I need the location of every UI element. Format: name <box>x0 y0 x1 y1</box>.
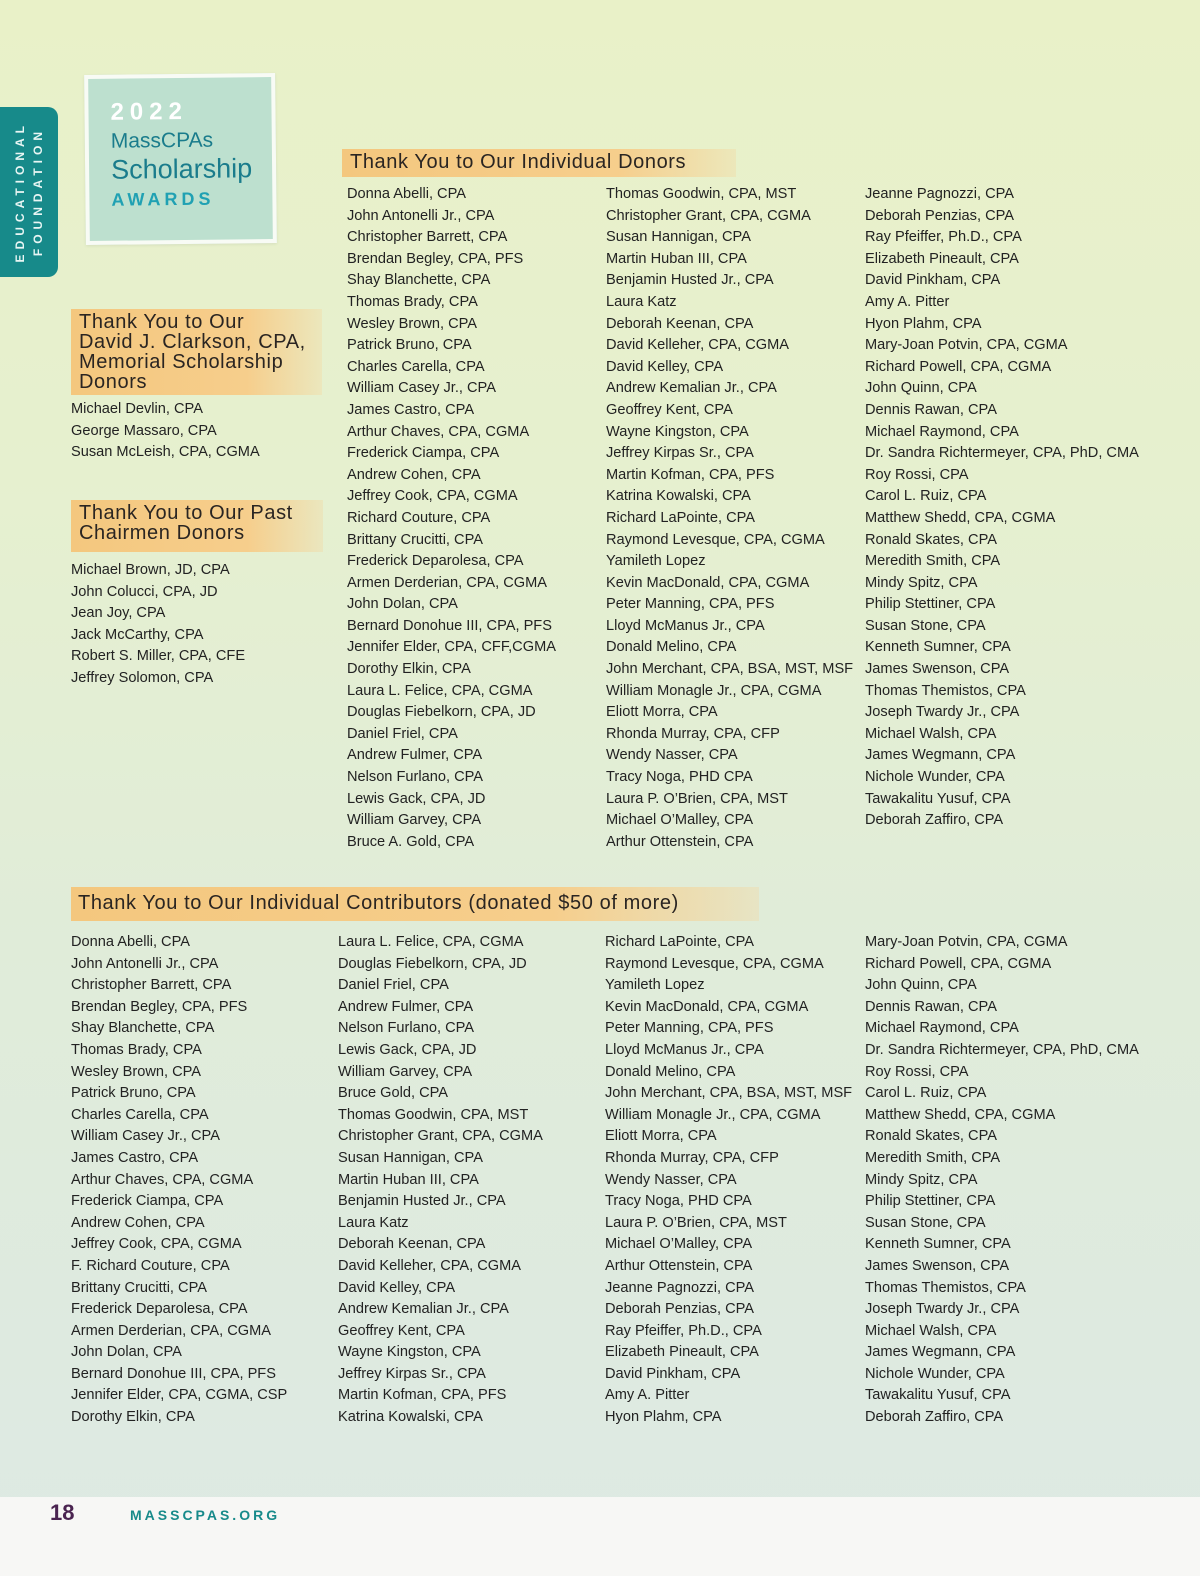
clarkson-donor-list <box>71 399 260 464</box>
name-entry: Deborah Keenan, CPA <box>338 1236 486 1253</box>
name-entry: Tawakalitu Yusuf, CPA <box>865 1387 1011 1404</box>
name-entry: Benjamin Husted Jr., CPA <box>606 272 774 289</box>
name-entry: David Kelley, CPA <box>338 1279 456 1296</box>
contributors-column <box>605 932 852 1429</box>
name-entry: John Merchant, CPA, BSA, MST, MSF <box>605 1085 853 1102</box>
name-entry: Charles Carella, CPA <box>71 1106 209 1123</box>
name-entry: John Quinn, CPA <box>865 977 977 994</box>
name-entry: Geoffrey Kent, CPA <box>606 401 733 418</box>
name-entry: Kenneth Sumner, CPA <box>865 1236 1011 1253</box>
name-entry: Brendan Begley, CPA, PFS <box>71 998 248 1015</box>
name-entry: Raymond Levesque, CPA, CGMA <box>606 531 825 548</box>
name-entry: Kenneth Sumner, CPA <box>865 639 1011 656</box>
name-entry: Arthur Chaves, CPA, CGMA <box>71 1171 254 1188</box>
name-entry: Dorothy Elkin, CPA <box>71 1409 195 1426</box>
name-entry: Peter Manning, CPA, PFS <box>605 1020 774 1037</box>
name-entry: Wesley Brown, CPA <box>347 315 478 332</box>
name-entry: William Casey Jr., CPA <box>71 1128 220 1145</box>
name-entry: Jeanne Pagnozzi, CPA <box>865 186 1015 202</box>
name-entry: John Colucci, CPA, JD <box>71 583 218 600</box>
name-entry: William Monagle Jr., CPA, CGMA <box>606 682 822 699</box>
name-entry: Philip Stettiner, CPA <box>865 1193 996 1210</box>
name-entry: Christopher Barrett, CPA <box>347 229 508 246</box>
name-entry: William Casey Jr., CPA <box>347 380 496 397</box>
contributors-column <box>338 932 543 1429</box>
name-entry: Matthew Shedd, CPA, CGMA <box>865 509 1056 526</box>
name-entry: Katrina Kowalski, CPA <box>606 488 751 505</box>
name-entry: Michael Devlin, CPA <box>71 401 203 417</box>
name-entry: Douglas Fiebelkorn, CPA, JD <box>338 955 527 972</box>
name-entry: John Quinn, CPA <box>865 380 977 397</box>
name-entry: Donna Abelli, CPA <box>71 934 190 950</box>
name-entry: Matthew Shedd, CPA, CGMA <box>865 1106 1056 1123</box>
name-entry: Frederick Ciampa, CPA <box>71 1193 224 1210</box>
name-entry: Bruce Gold, CPA <box>338 1085 449 1102</box>
name-entry: John Dolan, CPA <box>347 596 458 613</box>
name-entry: Raymond Levesque, CPA, CGMA <box>605 955 824 972</box>
name-entry: William Monagle Jr., CPA, CGMA <box>605 1106 821 1123</box>
name-entry: Roy Rossi, CPA <box>865 466 969 483</box>
award-year: 2022 <box>110 97 189 126</box>
name-entry: Thomas Brady, CPA <box>71 1041 202 1058</box>
name-entry: Yamileth Lopez <box>606 553 706 570</box>
name-entry: Geoffrey Kent, CPA <box>338 1322 465 1339</box>
name-entry: Eliott Morra, CPA <box>605 1128 717 1145</box>
name-entry: Lewis Gack, CPA, JD <box>347 790 486 807</box>
name-entry: Wendy Nasser, CPA <box>605 1171 737 1188</box>
name-entry: Patrick Bruno, CPA <box>71 1085 196 1102</box>
name-entry: Michael Brown, JD, CPA <box>71 562 230 578</box>
name-entry: David Pinkham, CPA <box>605 1365 741 1382</box>
name-entry: Dennis Rawan, CPA <box>865 401 997 418</box>
name-entry: Frederick Deparolesa, CPA <box>347 553 524 570</box>
clarkson-heading-line: Memorial Scholarship <box>79 351 284 373</box>
name-entry: Thomas Goodwin, CPA, MST <box>606 186 797 202</box>
name-entry: William Garvey, CPA <box>347 812 482 829</box>
name-entry: Mary-Joan Potvin, CPA, CGMA <box>865 337 1068 354</box>
name-entry: Christopher Grant, CPA, CGMA <box>606 207 811 224</box>
chairmen-donor-list <box>71 560 245 690</box>
page-number: 18 <box>50 1500 75 1525</box>
name-entry: Arthur Ottenstein, CPA <box>606 833 754 850</box>
name-entry: Michael Walsh, CPA <box>865 725 997 742</box>
name-entry: Richard Couture, CPA <box>347 509 491 526</box>
name-entry: Roy Rossi, CPA <box>865 1063 969 1080</box>
name-entry: Charles Carella, CPA <box>347 358 485 375</box>
site-url[interactable]: MASSCPAS.ORG <box>130 1507 281 1523</box>
name-entry: James Wegmann, CPA <box>865 747 1016 764</box>
name-entry: Dr. Sandra Richtermeyer, CPA, PhD, CMA <box>865 1041 1139 1058</box>
name-entry: Arthur Ottenstein, CPA <box>605 1257 753 1274</box>
name-entry: Rhonda Murray, CPA, CFP <box>606 725 780 742</box>
clarkson-heading-line: Thank You to Our <box>79 311 245 333</box>
name-entry: Jean Joy, CPA <box>71 605 166 622</box>
name-entry: Eliott Morra, CPA <box>606 704 718 721</box>
award-title: Scholarship <box>110 153 253 185</box>
name-entry: Jack McCarthy, CPA <box>71 626 204 643</box>
name-entry: Andrew Kemalian Jr., CPA <box>338 1301 509 1318</box>
name-entry: Laura P. O’Brien, CPA, MST <box>606 790 788 807</box>
name-entry: Martin Huban III, CPA <box>606 250 747 267</box>
name-entry: Nichole Wunder, CPA <box>865 1365 1005 1382</box>
name-entry: Michael Raymond, CPA <box>865 423 1019 440</box>
name-entry: James Swenson, CPA <box>865 661 1010 678</box>
name-entry: Donald Melino, CPA <box>606 639 737 656</box>
name-entry: Ronald Skates, CPA <box>865 1128 997 1145</box>
name-entry: Jeanne Pagnozzi, CPA <box>605 1279 755 1296</box>
award-org: MassCPAs <box>110 128 214 153</box>
name-entry: Meredith Smith, CPA <box>865 1149 1001 1166</box>
name-entry: Martin Kofman, CPA, PFS <box>338 1387 507 1404</box>
name-entry: Amy A. Pitter <box>865 293 950 310</box>
name-entry: F. Richard Couture, CPA <box>71 1257 230 1274</box>
contributors-column <box>865 932 1139 1429</box>
name-entry: Robert S. Miller, CPA, CFE <box>71 648 246 665</box>
name-entry: Andrew Kemalian Jr., CPA <box>606 380 777 397</box>
name-entry: James Castro, CPA <box>71 1149 199 1166</box>
name-entry: Brittany Crucitti, CPA <box>347 531 483 548</box>
name-entry: Ray Pfeiffer, Ph.D., CPA <box>605 1322 762 1339</box>
contributors-heading: Thank You to Our Individual Contributors (donated $50 of more) <box>71 887 759 921</box>
name-entry: Bernard Donohue III, CPA, PFS <box>71 1365 276 1382</box>
name-entry: Christopher Grant, CPA, CGMA <box>338 1128 543 1145</box>
name-entry: Donald Melino, CPA <box>605 1063 736 1080</box>
side-tab-line-1: EDUCATIONAL <box>13 121 27 263</box>
name-entry: Richard LaPointe, CPA <box>605 934 754 950</box>
side-tab-line-2: FOUNDATION <box>31 127 45 257</box>
name-entry: David Kelley, CPA <box>606 358 724 375</box>
donors-column <box>606 184 853 853</box>
name-entry: Wayne Kingston, CPA <box>606 423 749 440</box>
name-entry: Andrew Fulmer, CPA <box>338 998 474 1015</box>
name-entry: Susan Stone, CPA <box>865 1214 986 1231</box>
chairmen-heading <box>71 500 323 552</box>
name-entry: Brendan Begley, CPA, PFS <box>347 250 524 267</box>
name-entry: Mindy Spitz, CPA <box>865 1171 978 1188</box>
name-entry: Peter Manning, CPA, PFS <box>606 596 775 613</box>
name-entry: Christopher Barrett, CPA <box>71 977 232 994</box>
name-entry: Lewis Gack, CPA, JD <box>338 1041 477 1058</box>
name-entry: Thomas Brady, CPA <box>347 293 478 310</box>
name-entry: Armen Derderian, CPA, CGMA <box>71 1322 272 1339</box>
name-entry: Donna Abelli, CPA <box>347 186 466 202</box>
name-entry: Tracy Noga, PHD CPA <box>605 1193 752 1210</box>
name-entry: Shay Blanchette, CPA <box>347 272 491 289</box>
name-entry: Yamileth Lopez <box>605 977 705 994</box>
name-entry: Nelson Furlano, CPA <box>347 769 483 786</box>
name-entry: Frederick Deparolesa, CPA <box>71 1301 248 1318</box>
name-entry: Elizabeth Pineault, CPA <box>605 1344 759 1361</box>
name-entry: Martin Huban III, CPA <box>338 1171 479 1188</box>
name-entry: Andrew Cohen, CPA <box>71 1214 205 1231</box>
name-entry: Lloyd McManus Jr., CPA <box>606 617 765 634</box>
name-entry: David Pinkham, CPA <box>865 272 1001 289</box>
name-entry: Patrick Bruno, CPA <box>347 337 472 354</box>
contributors-column <box>71 932 287 1429</box>
name-entry: Deborah Penzias, CPA <box>865 207 1014 224</box>
name-entry: Richard Powell, CPA, CGMA <box>865 955 1052 972</box>
name-entry: Susan Hannigan, CPA <box>338 1149 483 1166</box>
name-entry: Deborah Zaffiro, CPA <box>865 812 1004 829</box>
name-entry: Michael Walsh, CPA <box>865 1322 997 1339</box>
name-entry: Susan McLeish, CPA, CGMA <box>71 444 260 461</box>
name-entry: Richard Powell, CPA, CGMA <box>865 358 1052 375</box>
name-entry: Hyon Plahm, CPA <box>605 1409 722 1426</box>
scholarship-awards-badge <box>84 73 277 245</box>
name-entry: Andrew Cohen, CPA <box>347 466 481 483</box>
name-entry: Richard LaPointe, CPA <box>606 509 755 526</box>
name-entry: Amy A. Pitter <box>605 1387 690 1404</box>
name-entry: Joseph Twardy Jr., CPA <box>865 704 1020 721</box>
name-entry: Mindy Spitz, CPA <box>865 574 978 591</box>
name-entry: Deborah Keenan, CPA <box>606 315 754 332</box>
name-entry: Jeffrey Kirpas Sr., CPA <box>606 445 754 462</box>
name-entry: Wesley Brown, CPA <box>71 1063 202 1080</box>
name-entry: Carol L. Ruiz, CPA <box>865 1085 987 1102</box>
name-entry: Jennifer Elder, CPA, CGMA, CSP <box>71 1387 288 1404</box>
name-entry: Philip Stettiner, CPA <box>865 596 996 613</box>
clarkson-heading-line: Donors <box>79 371 148 393</box>
name-entry: Michael O’Malley, CPA <box>606 812 754 829</box>
name-entry: Susan Stone, CPA <box>865 617 986 634</box>
name-entry: Nelson Furlano, CPA <box>338 1020 474 1037</box>
name-entry: Jennifer Elder, CPA, CFF,CGMA <box>347 639 556 656</box>
name-entry: Laura L. Felice, CPA, CGMA <box>347 682 533 699</box>
name-entry: James Swenson, CPA <box>865 1257 1010 1274</box>
name-entry: Benjamin Husted Jr., CPA <box>338 1193 506 1210</box>
name-entry: James Castro, CPA <box>347 401 475 418</box>
name-entry: Wayne Kingston, CPA <box>338 1344 481 1361</box>
name-entry: Laura P. O’Brien, CPA, MST <box>605 1214 787 1231</box>
name-entry: David Kelleher, CPA, CGMA <box>606 337 790 354</box>
name-entry: Shay Blanchette, CPA <box>71 1020 215 1037</box>
name-entry: Elizabeth Pineault, CPA <box>865 250 1019 267</box>
name-entry: Arthur Chaves, CPA, CGMA <box>347 423 530 440</box>
name-entry: Jeffrey Kirpas Sr., CPA <box>338 1365 486 1382</box>
name-entry: Thomas Goodwin, CPA, MST <box>338 1106 529 1123</box>
donors-heading: Thank You to Our Individual Donors <box>342 149 736 177</box>
name-entry: Bruce A. Gold, CPA <box>347 833 475 850</box>
name-entry: John Merchant, CPA, BSA, MST, MSF <box>606 661 854 678</box>
donors-column <box>865 184 1139 832</box>
name-entry: Bernard Donohue III, CPA, PFS <box>347 617 552 634</box>
name-entry: Martin Kofman, CPA, PFS <box>606 466 775 483</box>
name-entry: Thomas Themistos, CPA <box>865 682 1026 699</box>
name-entry: Frederick Ciampa, CPA <box>347 445 500 462</box>
name-entry: Wendy Nasser, CPA <box>606 747 738 764</box>
name-entry: Kevin MacDonald, CPA, CGMA <box>606 574 810 591</box>
name-entry: Laura Katz <box>606 293 677 310</box>
name-entry: James Wegmann, CPA <box>865 1344 1016 1361</box>
name-entry: Meredith Smith, CPA <box>865 553 1001 570</box>
name-entry: Jeffrey Cook, CPA, CGMA <box>347 488 518 505</box>
name-entry: Lloyd McManus Jr., CPA <box>605 1041 764 1058</box>
name-entry: Brittany Crucitti, CPA <box>71 1279 207 1296</box>
name-entry: John Antonelli Jr., CPA <box>71 955 219 972</box>
name-entry: Jeffrey Solomon, CPA <box>71 669 214 686</box>
name-entry: Nichole Wunder, CPA <box>865 769 1005 786</box>
name-entry: William Garvey, CPA <box>338 1063 473 1080</box>
name-entry: Carol L. Ruiz, CPA <box>865 488 987 505</box>
name-entry: Rhonda Murray, CPA, CFP <box>605 1149 779 1166</box>
name-entry: Jeffrey Cook, CPA, CGMA <box>71 1236 242 1253</box>
name-entry: Mary-Joan Potvin, CPA, CGMA <box>865 934 1068 950</box>
name-entry: Dennis Rawan, CPA <box>865 998 997 1015</box>
name-entry: Andrew Fulmer, CPA <box>347 747 483 764</box>
clarkson-heading-line: David J. Clarkson, CPA, <box>79 331 306 353</box>
donors-column <box>347 184 556 853</box>
name-entry: Armen Derderian, CPA, CGMA <box>347 574 548 591</box>
name-entry: Deborah Penzias, CPA <box>605 1301 754 1318</box>
name-entry: Tawakalitu Yusuf, CPA <box>865 790 1011 807</box>
name-entry: Daniel Friel, CPA <box>347 725 458 742</box>
name-entry: Laura L. Felice, CPA, CGMA <box>338 934 524 950</box>
name-entry: David Kelleher, CPA, CGMA <box>338 1257 522 1274</box>
name-entry: John Dolan, CPA <box>71 1344 182 1361</box>
name-entry: Laura Katz <box>338 1214 409 1231</box>
name-entry: Ronald Skates, CPA <box>865 531 997 548</box>
name-entry: John Antonelli Jr., CPA <box>347 207 495 224</box>
award-subtitle: AWARDS <box>111 188 215 210</box>
name-entry: Joseph Twardy Jr., CPA <box>865 1301 1020 1318</box>
chairmen-heading-line: Thank You to Our Past <box>79 502 293 524</box>
name-entry: George Massaro, CPA <box>71 422 217 439</box>
name-entry: Dorothy Elkin, CPA <box>347 661 471 678</box>
name-entry: Dr. Sandra Richtermeyer, CPA, PhD, CMA <box>865 445 1139 462</box>
educational-foundation-tab <box>0 107 58 277</box>
name-entry: Susan Hannigan, CPA <box>606 229 751 246</box>
name-entry: Thomas Themistos, CPA <box>865 1279 1026 1296</box>
name-entry: Kevin MacDonald, CPA, CGMA <box>605 998 809 1015</box>
name-entry: Michael Raymond, CPA <box>865 1020 1019 1037</box>
name-entry: Tracy Noga, PHD CPA <box>606 769 753 786</box>
name-entry: Douglas Fiebelkorn, CPA, JD <box>347 704 536 721</box>
name-entry: Hyon Plahm, CPA <box>865 315 982 332</box>
name-entry: Daniel Friel, CPA <box>338 977 449 994</box>
clarkson-heading <box>71 309 322 395</box>
chairmen-heading-line: Chairmen Donors <box>79 522 245 544</box>
name-entry: Ray Pfeiffer, Ph.D., CPA <box>865 229 1022 246</box>
name-entry: Deborah Zaffiro, CPA <box>865 1409 1004 1426</box>
name-entry: Katrina Kowalski, CPA <box>338 1409 483 1426</box>
name-entry: Michael O’Malley, CPA <box>605 1236 753 1253</box>
